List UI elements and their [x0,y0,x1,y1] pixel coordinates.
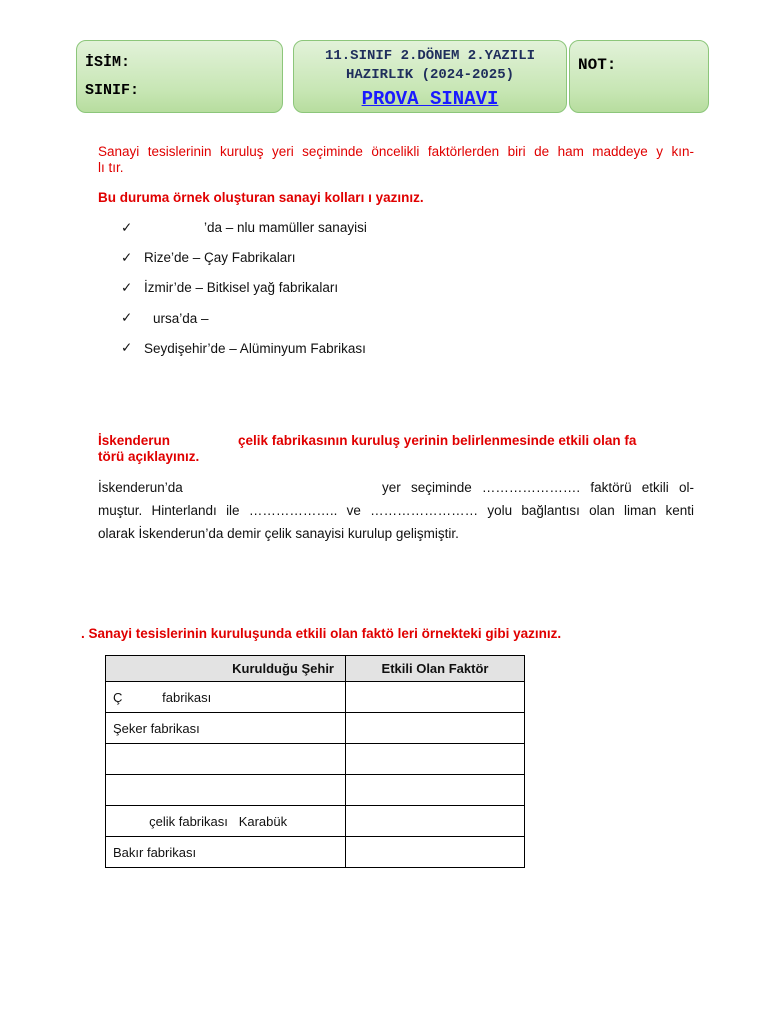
exam-title-line2: HAZIRLIK (2024-2025) [345,67,515,83]
q2-question-c: törü açıklayınız. [98,449,200,464]
table-row [106,744,525,775]
table-row [106,775,525,806]
q1-list-item: Rize’de – Çay Fabrikaları [144,250,296,265]
q1-list-item: Seydişehir’de – Alüminyum Fabrikası [144,341,366,356]
name-class-box [76,40,283,113]
exam-subtitle: PROVA SINAVI [361,88,499,110]
check-icon: ✓ [121,310,133,325]
q1-intro-line2: lı tır. [98,160,124,175]
check-icon: ✓ [121,220,133,235]
q2-question-a: İskenderun [98,433,171,448]
table-cell: Ç fabrikası [106,682,346,713]
check-icon: ✓ [121,280,133,295]
q2-answer-line1-a: İskenderun’da [98,480,183,495]
table-row [106,837,525,868]
table-row [106,806,525,837]
name-label: İSİM: [85,54,131,71]
grade-box [569,40,709,113]
q1-question: Bu duruma örnek oluşturan sanayi kolları ı yazınız. [98,190,424,205]
q1-list-item: ursa’da – [153,311,209,326]
table-cell[interactable] [106,775,346,806]
q3-question: . Sanayi tesislerinin kuruluşunda etkili olan faktö leri örnekteki gibi yazınız. [81,626,562,641]
table-header-row [106,656,525,682]
table-cell[interactable] [346,806,525,837]
exam-title-line1: 11.SINIF 2.DÖNEM 2.YAZILI [324,48,536,64]
table-header-city: Kurulduğu Şehir [106,656,346,682]
table-cell[interactable] [346,713,525,744]
table-cell: Şeker fabrikası [106,713,346,744]
exam-title-box [293,40,567,113]
q1-intro-line1: Sanayi tesislerinin kuruluş yeri seçiminde öncelikli faktörlerden biri de ham maddeye y kın- [98,144,694,159]
table-cell[interactable] [346,744,525,775]
q2-answer-line1-b: yer seçiminde …………………. faktörü etkili ol- [382,480,694,495]
check-icon: ✓ [121,250,133,265]
table-cell[interactable] [346,837,525,868]
table-cell: çelik fabrikası Karabük [106,806,346,837]
table-row [106,682,525,713]
table-cell[interactable] [346,775,525,806]
q1-list-item: İzmir’de – Bitkisel yağ fabrikaları [144,280,339,295]
table-header-factor: Etkili Olan Faktör [346,656,525,682]
factor-table [105,655,525,868]
table-cell[interactable] [106,744,346,775]
check-icon: ✓ [121,340,133,355]
table-cell: Bakır fabrikası [106,837,346,868]
q2-question-b: çelik fabrikasının kuruluş yerinin belirlenmesinde etkili olan fa [238,433,637,448]
table-row [106,713,525,744]
grade-label: NOT: [578,56,617,74]
q1-list-item: ’da – nlu mamüller sanayisi [204,220,367,235]
q2-answer-line3: olarak İskenderun’da demir çelik sanayisi kurulup gelişmiştir. [98,526,459,541]
class-label: SINIF: [85,82,140,99]
q2-answer-line2: muştur. Hinterlandı ile ……………….. ve …………………… yolu bağlantısı olan liman kenti [98,503,694,518]
table-cell[interactable] [346,682,525,713]
